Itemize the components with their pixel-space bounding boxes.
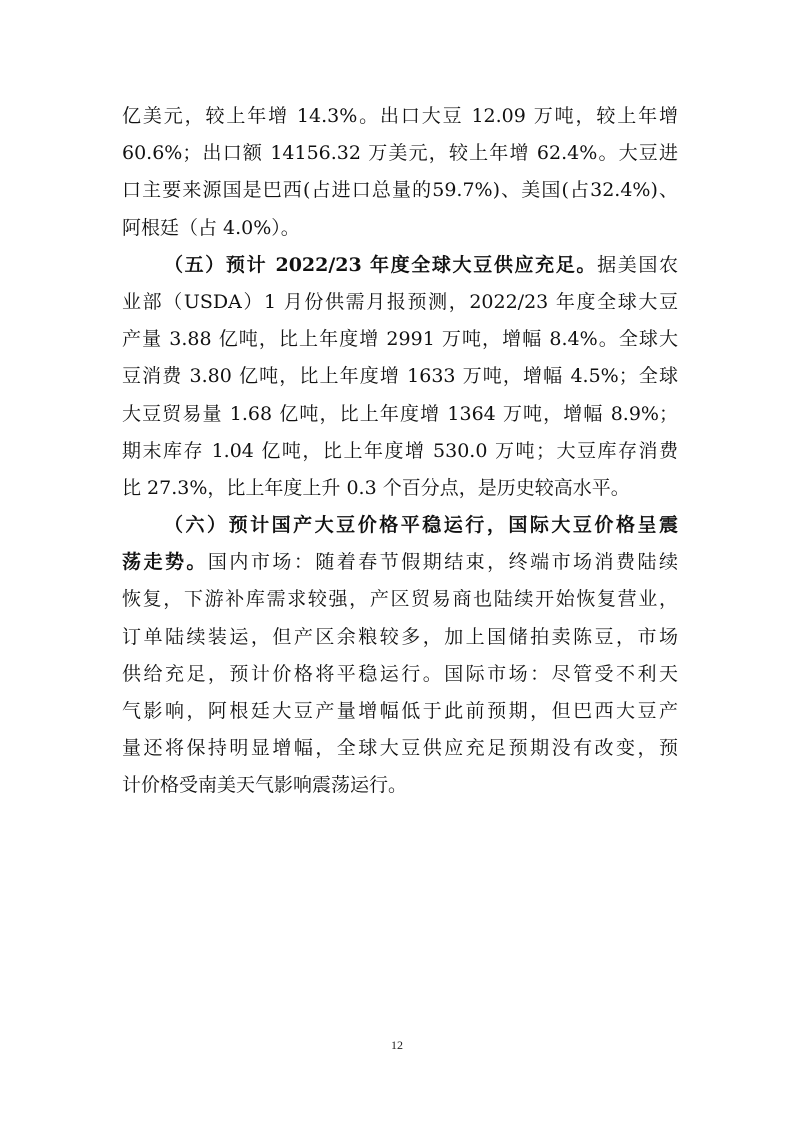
- paragraph-global-supply: [122, 247, 678, 507]
- section-heading-5: （五）预计 2022/23 年度全球大豆供应充足。: [164, 253, 598, 276]
- text-line: [122, 544, 678, 581]
- text-line: 口主要来源国是巴西(占进口总量的59.7%)、美国(占32.4%)、: [122, 179, 678, 202]
- text-line: 产量 3.88 亿吨，比上年度增 2991 万吨，增幅 8.4%。全球大: [122, 328, 678, 351]
- text-line: 气影响，阿根廷大豆产量增幅低于此前预期，但巴西大豆产: [122, 700, 678, 722]
- page-number: 12: [391, 1038, 403, 1052]
- text-line: [122, 247, 678, 284]
- text-line: 亿美元，较上年增 14.3%。出口大豆 12.09 万吨，较上年增: [122, 105, 678, 127]
- text-line: 大豆贸易量 1.68 亿吨，比上年度增 1364 万吨，增幅 8.9%；: [122, 402, 678, 425]
- text-line: 量还将保持明显增幅，全球大豆供应充足预期没有改变，预: [122, 737, 678, 760]
- text-line: 订单陆续装运，但产区余粮较多，加上国储拍卖陈豆，市场: [122, 625, 678, 648]
- section-heading-6: （六）预计国产大豆价格平稳运行，国际大豆价格呈震: [164, 514, 678, 537]
- text-line: 期末库存 1.04 亿吨，比上年度增 530.0 万吨；大豆库存消费: [122, 439, 678, 462]
- paragraph-import-export: [122, 98, 678, 247]
- paragraph-price-outlook: [122, 507, 678, 805]
- text-line: 豆消费 3.80 亿吨，比上年度增 1633 万吨，增幅 4.5%；全球: [122, 365, 678, 388]
- text-line: 计价格受南美天气影响震荡运行。: [122, 774, 408, 797]
- heading-tail-text: 国内市场：随着春节假期结束，终端市场消费陆续: [207, 551, 678, 574]
- text-line: 业部（USDA）1 月份供需月报预测，2022/23 年度全球大豆: [122, 290, 678, 313]
- text-line: 阿根廷（占 4.0%）。: [122, 216, 300, 239]
- page-body: [122, 98, 678, 805]
- text-line: 比 27.3%，比上年度上升 0.3 个百分点，是历史较高水平。: [122, 476, 630, 499]
- text-line: 供给充足，预计价格将平稳运行。国际市场：尽管受不利天: [122, 662, 678, 685]
- heading-tail-text: 据美国农: [597, 253, 678, 276]
- section-heading-6-cont: 荡走势。: [122, 551, 208, 574]
- text-line: 60.6%；出口额 14156.32 万美元，较上年增 62.4%。大豆进: [122, 142, 678, 165]
- text-line: 恢复，下游补库需求较强，产区贸易商也陆续开始恢复营业，: [122, 588, 678, 611]
